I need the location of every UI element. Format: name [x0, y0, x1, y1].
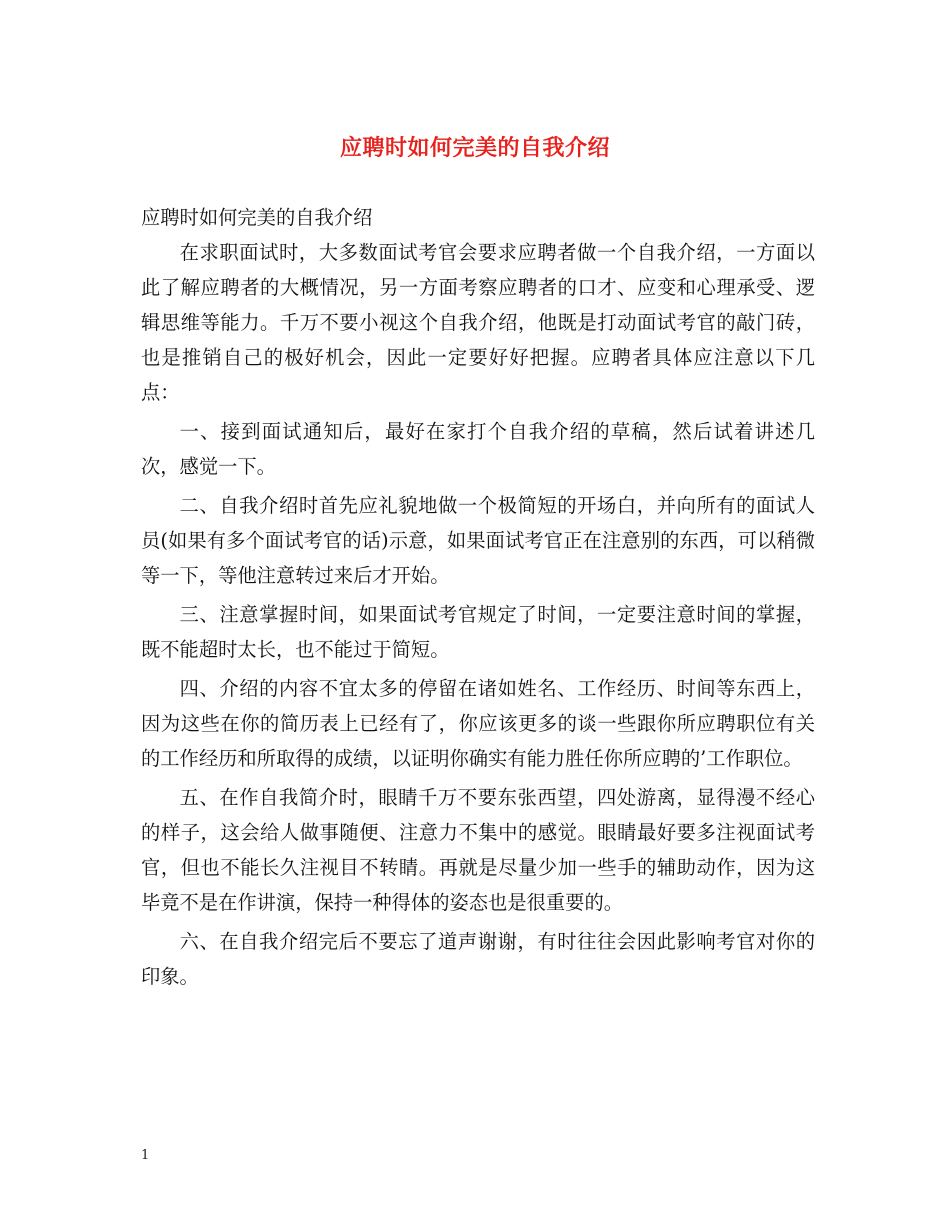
- paragraph-point-1: 一、接到面试通知后，最好在家打个自我介绍的草稿，然后试着讲述几次，感觉一下。: [141, 420, 815, 478]
- document-body: [141, 200, 815, 994]
- paragraph-point-4: 四、介绍的内容不宜太多的停留在诸如姓名、工作经历、时间等东西上，因为这些在你的简历表上已经有了，你应该更多的谈一些跟你所应聘职位有关的工作经历和所取得的成绩，以证明你确实有能力胜任你所应聘的’工作职位。: [141, 677, 815, 770]
- paragraph-point-2: 二、自我介绍时首先应礼貌地做一个极简短的开场白，并向所有的面试人员(如果有多个面试考官的话)示意，如果面试考官正在注意别的东西，可以稍微等一下，等他注意转过来后才开始。: [141, 494, 815, 587]
- paragraph-point-3: 三、注意掌握时间，如果面试考官规定了时间，一定要注意时间的掌握，既不能超时太长，也不能过于简短。: [141, 603, 815, 661]
- document-title: 应聘时如何完美的自我介绍: [339, 135, 610, 161]
- page-number: 1: [141, 1148, 150, 1163]
- paragraph-point-6: 六、在自我介绍完后不要忘了道声谢谢，有时往往会因此影响考官对你的印象。: [141, 930, 815, 988]
- paragraph-point-5: 五、在作自我简介时，眼睛千万不要东张西望，四处游离，显得漫不经心的样子，这会给人做事随便、注意力不集中的感觉。眼睛最好要多注视面试考官，但也不能长久注视目不转睛。再就是尽量少加一些手的辅助动作，因为这毕竟不是在作讲演，保持一种得体的姿态也是很重要的。: [141, 786, 815, 914]
- paragraph-intro: 在求职面试时，大多数面试考官会要求应聘者做一个自我介绍，一方面以此了解应聘者的大概情况，另一方面考察应聘者的口才、应变和心理承受、逻辑思维等能力。千万不要小视这个自我介绍，他既是打动面试考官的敲门砖，也是推销自己的极好机会，因此一定要好好把握。应聘者具体应注意以下几点：: [141, 241, 815, 404]
- document-subtitle: 应聘时如何完美的自我介绍: [141, 206, 373, 229]
